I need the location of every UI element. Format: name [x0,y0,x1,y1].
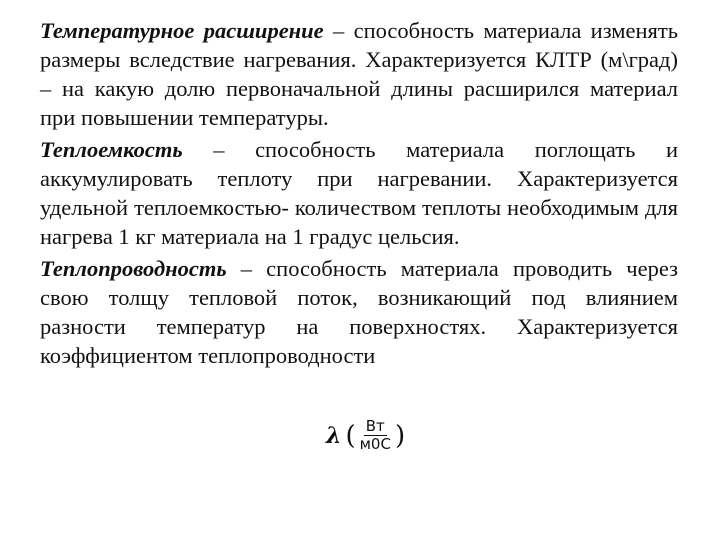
paragraph-heat-capacity [40,135,678,251]
close-paren: ) [394,420,406,451]
fraction-denominator: м0С [359,435,391,453]
fraction-numerator: Вт [365,417,385,435]
open-paren: ( [345,420,356,451]
definition-heat-capacity: – способность материала поглощать и аккумулировать теплоту при нагревании. Характеризуется удельной теплоемкостью- количеством теплоты необходимым для нагрева 1 кг материала на 1 градус цельсия. [40,137,678,249]
term-heat-capacity: Теплоемкость [40,137,183,162]
definition-thermal-expansion: – способность материала изменять размеры вследствие нагревания. Характеризуется КЛТР (м\град) – на какую долю первоначальной длины расширился материал при повышении температуры. [40,18,678,130]
unit-fraction [358,418,393,453]
paragraph-thermal-expansion [40,16,678,132]
definition-thermal-conductivity: – способность материала проводить через свою толщу тепловой поток, возникающий под влиянием разности температур на поверхностях. Характеризуется коэффициентом теплопроводности [40,256,678,368]
term-thermal-expansion: Температурное расширение [40,18,324,43]
paragraph-thermal-conductivity [40,254,678,370]
conductivity-formula [326,418,405,453]
document-body [40,16,678,373]
term-thermal-conductivity: Теплопроводность [40,256,227,281]
lambda-symbol: λ [326,422,342,449]
